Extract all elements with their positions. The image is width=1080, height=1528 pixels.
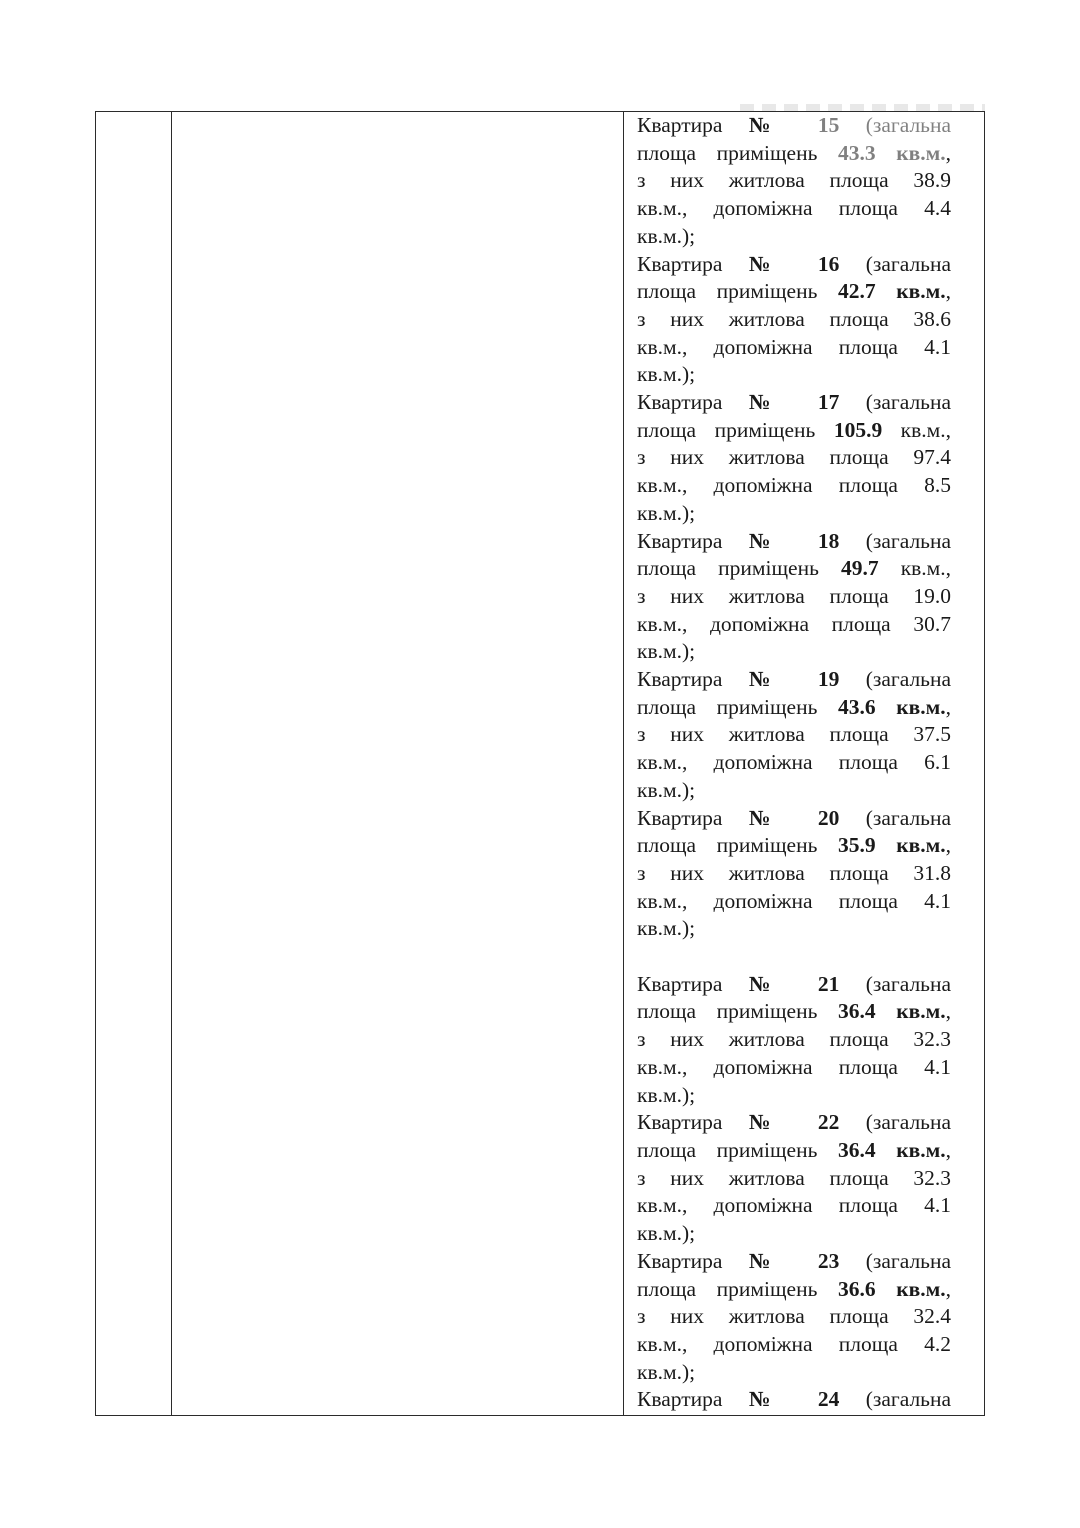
apartment-heading-line-partial: [637, 1386, 951, 1414]
number-sign: №: [748, 390, 792, 415]
area-label: площа приміщень: [637, 556, 819, 581]
entry-end-line: [637, 638, 951, 666]
apartment-prefix: Квартира: [637, 528, 723, 553]
total-label-open: (загальна: [865, 805, 952, 830]
aux-area-line: [637, 1054, 951, 1082]
entry-end-line: [637, 1220, 951, 1248]
apartment-prefix: Квартира: [637, 1110, 723, 1135]
apartment-number: 23: [817, 1248, 840, 1273]
living-area-line: [637, 306, 951, 334]
entry-end-line: [637, 1082, 951, 1110]
living-area-line: [637, 167, 951, 195]
aux-label: кв.м., допоміжна площа: [637, 611, 891, 636]
living-area-value: 32.4: [913, 1304, 951, 1329]
total-area-line: площа приміщень 43.3 кв.м.,: [637, 140, 952, 165]
aux-area-value: 4.1: [924, 334, 951, 359]
total-label-open: (загальна: [865, 390, 952, 415]
apartment-prefix: Квартира: [637, 390, 723, 415]
area-label: площа приміщень: [637, 140, 818, 165]
living-area-line: [637, 583, 951, 611]
total-area-unit: кв.м.: [896, 140, 946, 165]
total-area-line: площа приміщень 35.9 кв.м.,: [637, 833, 952, 858]
entry-end-line: [637, 500, 951, 528]
apartment-number: 20: [817, 805, 840, 830]
aux-area-line: [637, 749, 951, 777]
aux-area-value: 4.1: [924, 1054, 951, 1079]
apartment-number: 17: [817, 390, 840, 415]
entry-end-line: [637, 1359, 951, 1387]
aux-area-value: 30.7: [913, 611, 952, 636]
living-label: з них житлова площа: [637, 168, 889, 193]
living-area-value: 32.3: [913, 1165, 951, 1190]
living-area-value: 31.8: [913, 860, 951, 885]
living-area-value: 37.5: [913, 722, 951, 747]
apartment-heading-line: [637, 971, 951, 999]
aux-area-line: [637, 888, 951, 916]
living-label: з них житлова площа: [637, 722, 889, 747]
entry-end: кв.м.);: [637, 223, 696, 248]
entry-end-line: [637, 777, 951, 805]
entry-end: кв.м.);: [637, 639, 696, 664]
apartment-number: 19: [817, 667, 840, 692]
total-area-value: 36.4: [838, 999, 876, 1024]
total-area-value: 42.7: [838, 279, 876, 304]
total-label-open: (загальна: [865, 1387, 952, 1412]
area-label: площа приміщень: [637, 1276, 818, 1301]
living-label: з них житлова площа: [637, 1165, 889, 1190]
total-area-line: площа приміщень 36.6 кв.м.,: [637, 1276, 952, 1301]
apartment-prefix: Квартира: [637, 805, 723, 830]
entry-end: кв.м.);: [637, 916, 696, 941]
aux-area-value: 4.1: [924, 1193, 951, 1218]
living-area-value: 38.6: [913, 306, 951, 331]
total-label-open: (загальна: [865, 1248, 952, 1273]
entry-end: кв.м.);: [637, 500, 696, 525]
total-area-unit: кв.м.: [900, 417, 946, 442]
aux-label: кв.м., допоміжна площа: [637, 750, 898, 775]
apartment-prefix: Квартира: [637, 251, 723, 276]
apartment-number: 15: [817, 113, 840, 137]
aux-area-line: [637, 195, 951, 223]
aux-area-line: [637, 1192, 951, 1220]
apartment-entry: [637, 251, 951, 390]
total-area-unit: кв.м.: [896, 1276, 946, 1301]
total-area-value: 49.7: [840, 556, 879, 581]
aux-area-value: 4.2: [924, 1331, 951, 1356]
apartment-heading-line: [637, 389, 951, 417]
apartment-heading-line: [637, 251, 951, 279]
entry-end-line: [637, 361, 951, 389]
entry-end-line: [637, 223, 951, 251]
apartment-number: 18: [817, 528, 840, 553]
area-label: площа приміщень: [637, 833, 818, 858]
total-label-open: (загальна: [865, 971, 952, 996]
entry-end: кв.м.);: [637, 777, 696, 802]
number-sign: №: [748, 528, 792, 553]
document-table: [95, 111, 985, 1416]
number-sign: №: [748, 667, 792, 692]
entry-end: кв.м.);: [637, 1221, 696, 1246]
total-area-value: 43.6: [838, 694, 876, 719]
living-area-line: [637, 1026, 951, 1054]
total-label-open: (загальна: [865, 113, 952, 137]
total-area-value: 35.9: [838, 833, 876, 858]
living-label: з них житлова площа: [637, 306, 889, 331]
column-divider-1: [171, 112, 172, 1415]
aux-area-line: [637, 611, 951, 639]
apartment-entry: [637, 971, 951, 1110]
total-label-open: (загальна: [865, 528, 952, 553]
aux-area-value: 8.5: [924, 473, 951, 498]
apartment-heading-line: [637, 1248, 951, 1276]
total-label-open: (загальна: [865, 251, 952, 276]
aux-area-value: 6.1: [924, 750, 951, 775]
total-area-value: 36.4: [838, 1138, 876, 1162]
total-area-unit: кв.м.: [896, 1138, 946, 1162]
aux-label: кв.м., допоміжна площа: [637, 888, 898, 913]
apartment-prefix: Квартира: [637, 1387, 723, 1412]
living-label: з них житлова площа: [637, 1027, 889, 1052]
total-area-value: 43.3: [838, 140, 876, 165]
number-sign: №: [748, 971, 792, 996]
number-sign: №: [748, 1110, 792, 1135]
aux-label: кв.м., допоміжна площа: [637, 196, 898, 221]
apartment-list-cell: [637, 112, 951, 1414]
apartment-entry: [637, 112, 951, 251]
total-area-unit: кв.м.: [900, 556, 946, 581]
aux-area-line: [637, 334, 951, 362]
entry-end: кв.м.);: [637, 1082, 696, 1107]
living-label: з них житлова площа: [637, 860, 889, 885]
total-area-unit: кв.м.: [896, 999, 946, 1024]
aux-area-line: [637, 1331, 951, 1359]
total-area-line: площа приміщень 43.6 кв.м.,: [637, 694, 952, 719]
living-area-value: 97.4: [913, 445, 951, 470]
aux-area-value: 4.1: [924, 888, 951, 913]
apartment-heading-line: [637, 666, 951, 694]
number-sign: №: [748, 805, 792, 830]
aux-label: кв.м., допоміжна площа: [637, 473, 898, 498]
aux-area-value: 4.4: [924, 196, 951, 221]
number-sign: №: [748, 1248, 792, 1273]
total-area-unit: кв.м.: [896, 833, 946, 858]
area-label: площа приміщень: [637, 417, 816, 442]
entry-end: кв.м.);: [637, 1359, 696, 1384]
apartment-number: 21: [817, 971, 840, 996]
total-label-open: (загальна: [865, 667, 952, 692]
number-sign: №: [748, 1387, 792, 1412]
apartment-heading-line: [637, 805, 951, 833]
living-label: з них житлова площа: [637, 445, 889, 470]
living-area-line: [637, 1303, 951, 1331]
area-label: площа приміщень: [637, 999, 818, 1024]
total-area-line: площа приміщень 36.4 кв.м.,: [637, 1138, 952, 1162]
entry-end-line: [637, 915, 951, 943]
apartment-entry: [637, 666, 951, 805]
living-area-line: [637, 1165, 951, 1193]
total-area-line: площа приміщень 42.7 кв.м.,: [637, 279, 952, 304]
total-area-value: 36.6: [838, 1276, 876, 1301]
apartment-heading-line: [637, 112, 951, 140]
apartment-entry: [637, 805, 951, 944]
living-area-line: [637, 860, 951, 888]
total-area-line: площа приміщень 49.7 кв.м.,: [637, 556, 952, 581]
living-label: з них житлова площа: [637, 583, 889, 608]
living-area-value: 38.9: [913, 168, 951, 193]
apartment-prefix: Квартира: [637, 1248, 723, 1273]
number-sign: №: [748, 251, 792, 276]
apartment-prefix: Квартира: [637, 971, 723, 996]
living-area-line: [637, 444, 951, 472]
total-area-unit: кв.м.: [896, 279, 946, 304]
aux-label: кв.м., допоміжна площа: [637, 1193, 898, 1218]
entry-end: кв.м.);: [637, 362, 696, 387]
aux-label: кв.м., допоміжна площа: [637, 1331, 898, 1356]
apartment-heading-line: [637, 1109, 951, 1137]
apartment-entry: [637, 1248, 951, 1387]
apartment-number: 24: [817, 1387, 840, 1412]
living-area-value: 32.3: [913, 1027, 951, 1052]
apartment-number: 16: [817, 251, 840, 276]
aux-label: кв.м., допоміжна площа: [637, 1054, 898, 1079]
blank-line: [637, 943, 951, 971]
area-label: площа приміщень: [637, 1138, 818, 1162]
apartment-prefix: Квартира: [637, 667, 723, 692]
apartment-entry: [637, 389, 951, 528]
aux-area-line: [637, 472, 951, 500]
living-label: з них житлова площа: [637, 1304, 889, 1329]
apartment-prefix: Квартира: [637, 113, 723, 137]
total-area-line: площа приміщень 36.4 кв.м.,: [637, 999, 952, 1024]
column-divider-2: [623, 112, 624, 1415]
area-label: площа приміщень: [637, 694, 818, 719]
total-area-unit: кв.м.: [896, 694, 946, 719]
total-label-open: (загальна: [865, 1110, 952, 1135]
total-area-line: площа приміщень 105.9 кв.м.,: [637, 417, 951, 442]
apartment-entry: [637, 1109, 951, 1248]
living-area-line: [637, 721, 951, 749]
apartment-heading-line: [637, 528, 951, 556]
apartment-number: 22: [817, 1110, 840, 1135]
living-area-value: 19.0: [913, 583, 951, 608]
total-area-value: 105.9: [833, 417, 883, 442]
aux-label: кв.м., допоміжна площа: [637, 334, 898, 359]
apartment-entry: [637, 528, 951, 667]
number-sign: №: [748, 113, 792, 137]
area-label: площа приміщень: [637, 279, 818, 304]
